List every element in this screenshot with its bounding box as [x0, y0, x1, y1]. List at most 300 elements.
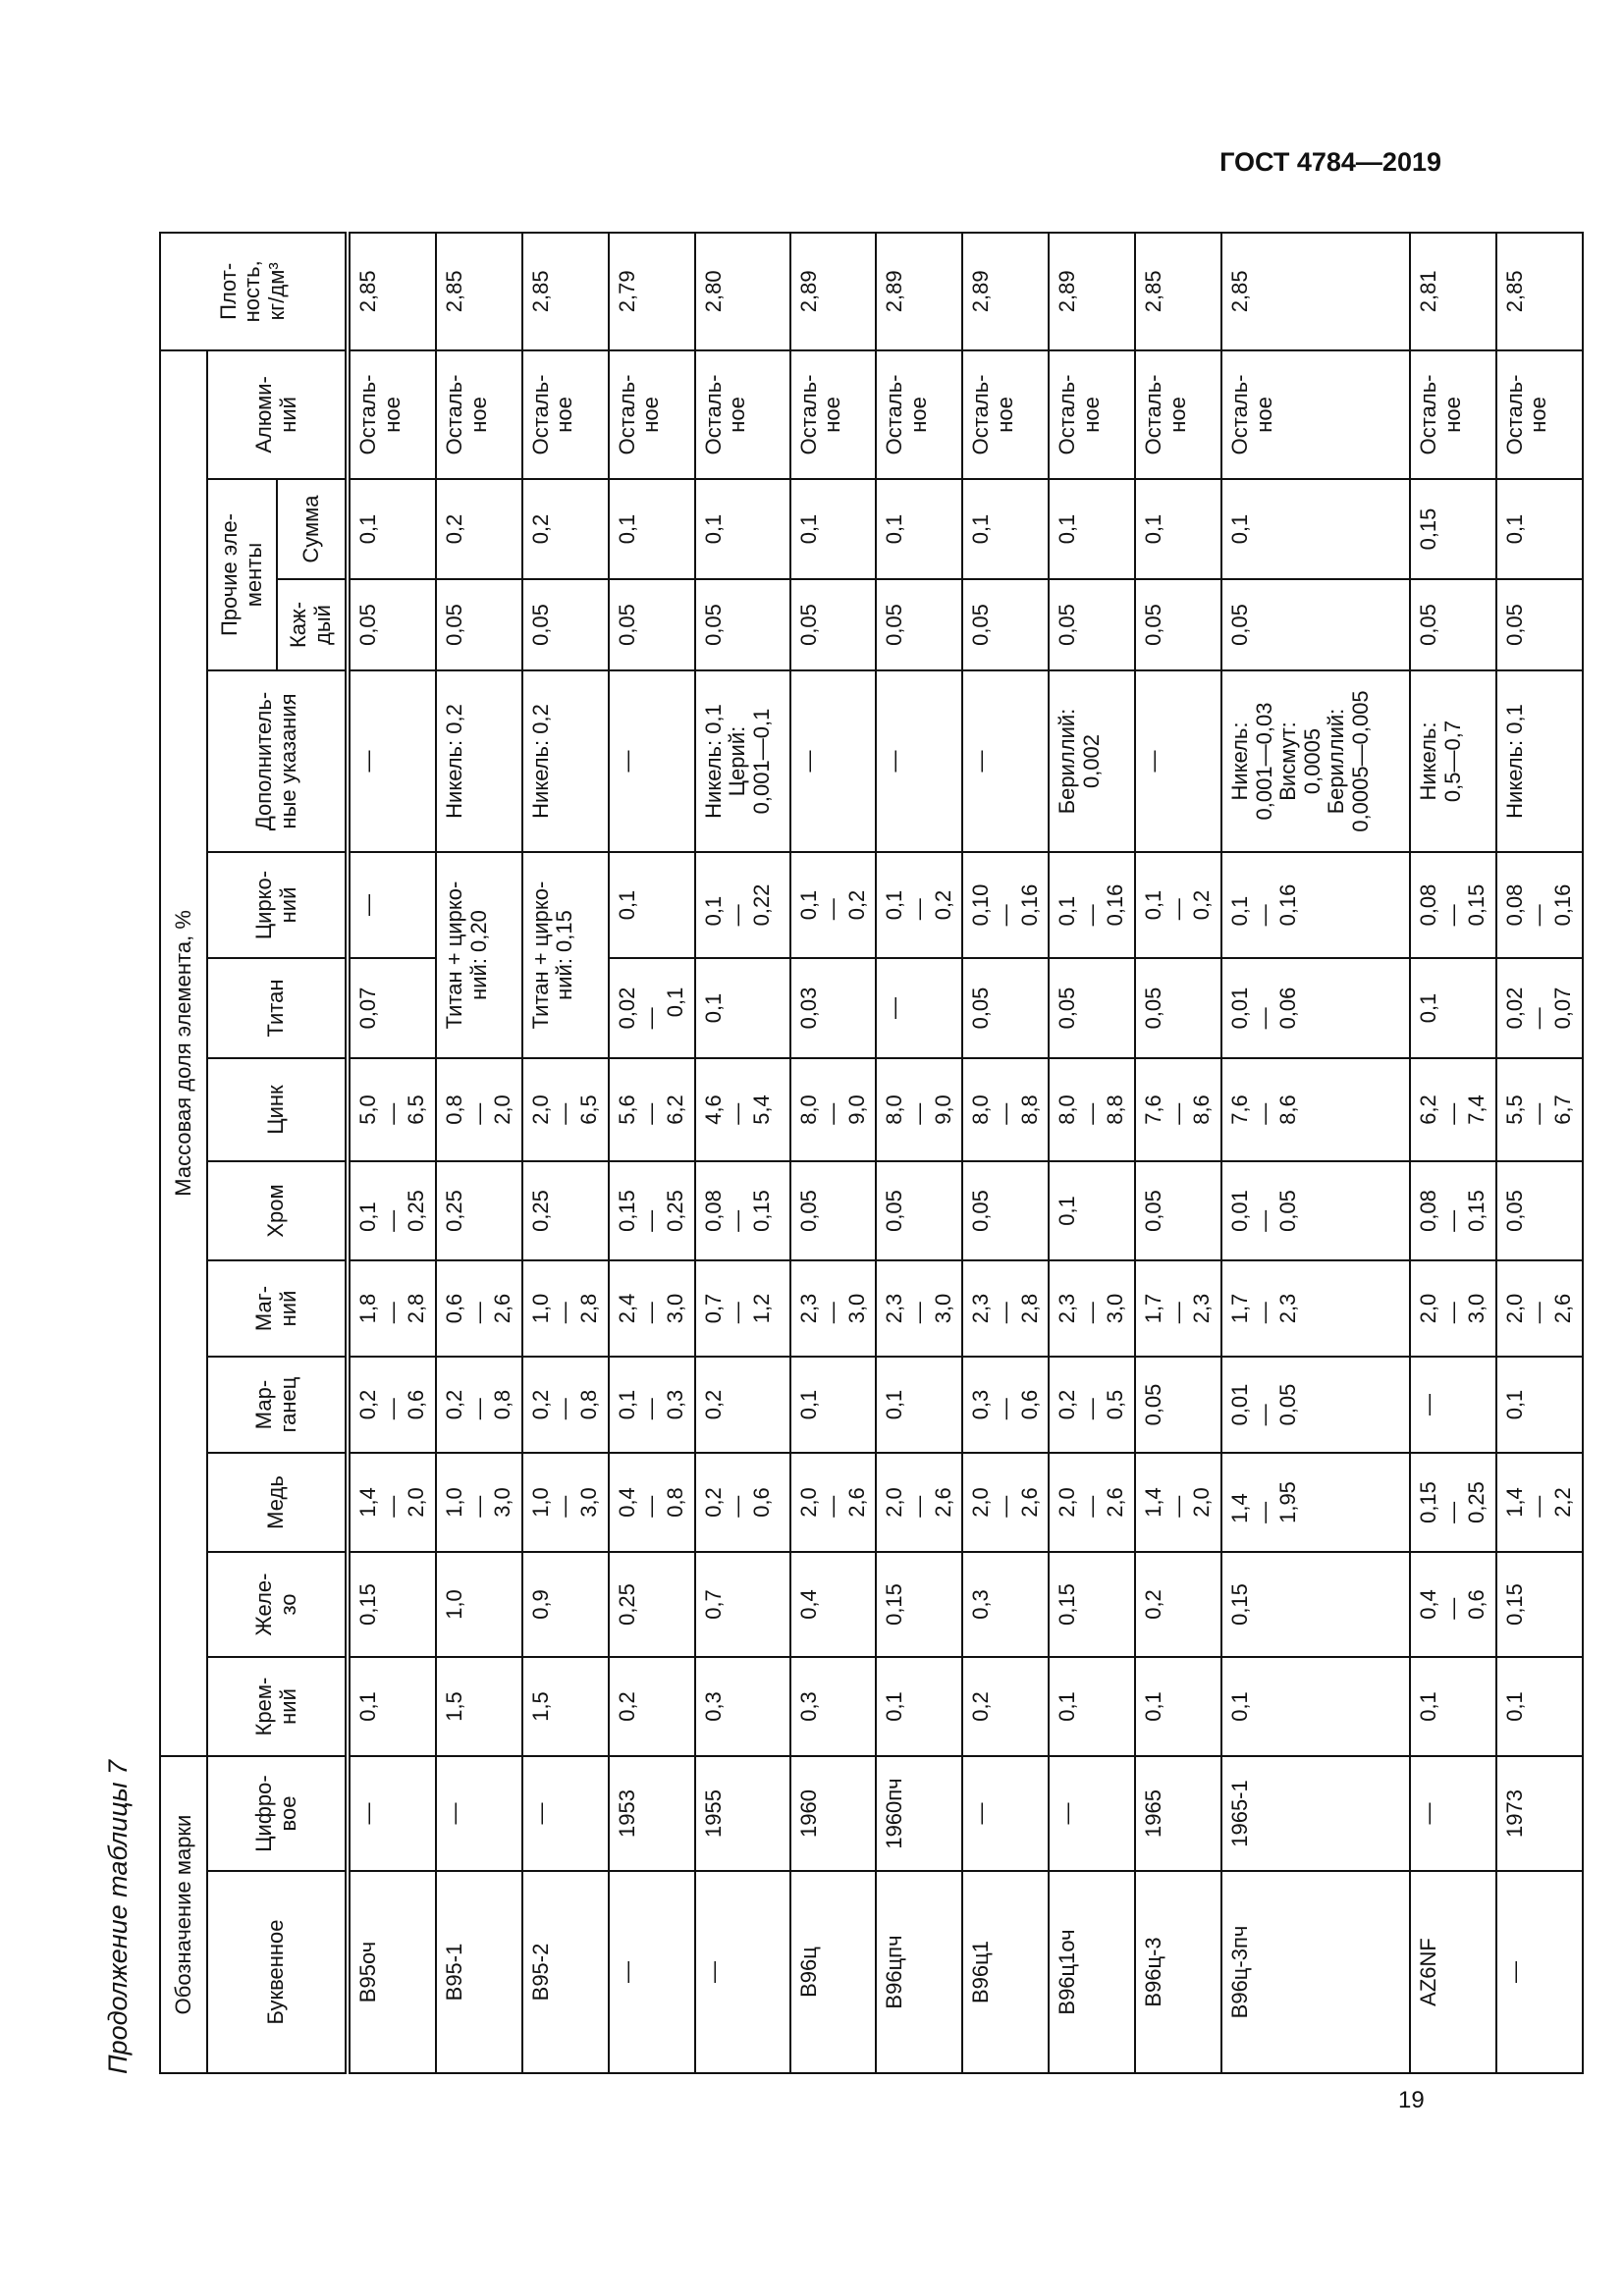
table-cell: [609, 1453, 695, 1552]
table-cell: 1955: [695, 1756, 790, 1871]
table-cell: [1049, 1453, 1135, 1552]
table-cell: 0,1: [695, 479, 790, 579]
range-value: 0,02—0,1: [614, 987, 687, 1030]
table-cell: [695, 852, 790, 958]
table-cell: [1410, 1058, 1496, 1161]
range-value: 2,0—2,6: [882, 1487, 955, 1518]
range-value: 2,3—2,8: [968, 1293, 1042, 1324]
composition-table-rotated: [159, 234, 1575, 2074]
table-cell: [790, 1453, 877, 1552]
table-cell: 0,1: [1049, 479, 1135, 579]
table-row: [790, 233, 877, 2073]
table-cell: В95оч: [348, 1871, 436, 2073]
table-cell: 0,9: [522, 1552, 609, 1657]
range-value: 1,0—2,8: [527, 1293, 601, 1324]
table-cell: 2,85: [436, 233, 522, 350]
table-cell: В96ц1оч: [1049, 1871, 1135, 2073]
table-cell: 0,15: [348, 1552, 436, 1657]
range-value: 0,8—2,0: [441, 1095, 515, 1125]
table-cell: Никель: 0,5—0,7: [1410, 670, 1496, 852]
table-cell: 0,05: [1049, 579, 1135, 670]
table-cell: 0,1: [876, 1657, 962, 1756]
table-cell: Никель: 0,2: [522, 670, 609, 852]
range-value: 2,0—2,6: [1055, 1487, 1128, 1518]
table-cell: [962, 1058, 1049, 1161]
table-cell: [348, 1058, 436, 1161]
range-value: 0,7—1,2: [700, 1293, 774, 1324]
table-cell: 2,89: [1049, 233, 1135, 350]
table-cell: [695, 1161, 790, 1260]
table-cell: —: [609, 670, 695, 852]
table-cell: Осталь- ное: [790, 350, 877, 479]
table-cell: [348, 1161, 436, 1260]
table-cell: Осталь- ное: [348, 350, 436, 479]
range-value: 0,4—0,6: [1415, 1589, 1489, 1620]
table-cell: 1960: [790, 1756, 877, 1871]
table-cell: 1,5: [436, 1657, 522, 1756]
range-value: 0,6—2,6: [441, 1293, 515, 1324]
range-value: 1,8—2,8: [355, 1293, 429, 1324]
table-cell: 0,05: [876, 579, 962, 670]
table-cell: —: [876, 670, 962, 852]
table-cell: [1496, 1453, 1583, 1552]
table-cell: Осталь- ное: [962, 350, 1049, 479]
range-value: 0,2—0,8: [527, 1389, 601, 1420]
column-header: Титан: [207, 958, 348, 1058]
column-header: Медь: [207, 1453, 348, 1552]
table-cell: [1496, 852, 1583, 958]
table-cell: 0,1: [348, 1657, 436, 1756]
range-value: 0,08—0,15: [1415, 1190, 1489, 1232]
table-cell: Осталь- ное: [1221, 350, 1410, 479]
table-cell: 0,05: [1049, 958, 1135, 1058]
table-cell: Никель: 0,1: [1496, 670, 1583, 852]
table-cell: [876, 1058, 962, 1161]
range-value: 0,1—0,2: [882, 889, 955, 921]
table-cell: [522, 1058, 609, 1161]
column-header: Маг- ний: [207, 1260, 348, 1357]
table-cell: [1135, 1260, 1221, 1357]
table-row: [1496, 233, 1583, 2073]
table-cell: В96ц-3: [1135, 1871, 1221, 2073]
range-value: 2,0—2,6: [968, 1487, 1042, 1518]
table-cell: 0,1: [1496, 1357, 1583, 1453]
table-cell: 0,1: [1410, 958, 1496, 1058]
table-cell: [962, 1260, 1049, 1357]
range-value: 2,4—3,0: [614, 1293, 687, 1324]
range-value: 5,0—6,5: [355, 1095, 429, 1125]
range-value: 0,08—0,15: [700, 1190, 774, 1232]
range-value: 0,1—0,25: [355, 1190, 429, 1232]
table-cell: [1496, 958, 1583, 1058]
table-caption: Продолжение таблицы 7: [103, 1759, 133, 2074]
table-cell: [962, 1453, 1049, 1552]
table-cell: 1965-1: [1221, 1756, 1410, 1871]
range-value: 0,1—0,22: [700, 883, 774, 927]
table-cell: 0,1: [790, 1357, 877, 1453]
column-header: Буквенное: [207, 1871, 348, 2073]
table-cell: —: [962, 670, 1049, 852]
table-cell: 0,05: [1496, 1161, 1583, 1260]
table-cell: [522, 1453, 609, 1552]
table-row: [1410, 233, 1496, 2073]
range-value: 0,1—0,16: [1226, 883, 1301, 927]
table-cell: 0,1: [1049, 1161, 1135, 1260]
table-cell: 0,25: [609, 1552, 695, 1657]
table-cell: —: [1049, 1756, 1135, 1871]
range-value: 8,0—9,0: [795, 1095, 869, 1125]
table-cell: В96цпч: [876, 1871, 962, 2073]
table-cell: 2,85: [1135, 233, 1221, 350]
table-cell: 0,1: [1221, 1657, 1410, 1756]
table-cell: Никель: 0,2: [436, 670, 522, 852]
table-cell: Осталь- ное: [522, 350, 609, 479]
table-cell: 0,1: [1049, 1657, 1135, 1756]
table-cell: Титан + цирко- ний: 0,20: [436, 852, 522, 1058]
table-cell: 0,05: [1221, 579, 1410, 670]
table-cell: [436, 1453, 522, 1552]
table-cell: 2,80: [695, 233, 790, 350]
range-value: 8,0—9,0: [882, 1095, 955, 1125]
table-cell: 0,05: [348, 579, 436, 670]
range-value: 7,6—8,6: [1226, 1095, 1301, 1125]
table-row: [348, 233, 436, 2073]
table-cell: 0,07: [348, 958, 436, 1058]
table-row: [1049, 233, 1135, 2073]
table-cell: [1221, 852, 1410, 958]
table-cell: [348, 1357, 436, 1453]
table-cell: 0,3: [695, 1657, 790, 1756]
table-cell: [695, 1260, 790, 1357]
column-header: Сумма: [277, 479, 348, 579]
header-other-elements: Прочие эле- менты: [207, 479, 277, 670]
table-cell: [876, 1260, 962, 1357]
table-cell: 0,05: [522, 579, 609, 670]
range-value: 0,08—0,16: [1501, 883, 1575, 927]
table-cell: —: [436, 1756, 522, 1871]
table-cell: [1049, 1357, 1135, 1453]
table-cell: [1135, 1058, 1221, 1161]
table-cell: 1973: [1496, 1756, 1583, 1871]
column-header: Дополнитель- ные указания: [207, 670, 348, 852]
range-value: 4,6—5,4: [700, 1095, 774, 1125]
table-cell: 0,05: [436, 579, 522, 670]
table-cell: [876, 852, 962, 958]
table-cell: 1965: [1135, 1756, 1221, 1871]
table-cell: Никель: 0,1 Церий: 0,001—0,1: [695, 670, 790, 852]
range-value: 2,0—3,0: [1415, 1293, 1489, 1324]
table-cell: 0,1: [609, 852, 695, 958]
range-value: 0,15—0,25: [614, 1190, 687, 1232]
document-header: ГОСТ 4784—2019: [1219, 147, 1441, 177]
table-cell: Никель: 0,001—0,03 Висмут: 0,0005 Бериллий: 0,0005—0,005: [1221, 670, 1410, 852]
column-header: Цифро- вое: [207, 1756, 348, 1871]
table-cell: 0,1: [1135, 479, 1221, 579]
table-cell: [609, 1357, 695, 1453]
table-cell: 0,03: [790, 958, 877, 1058]
table-cell: [1221, 1260, 1410, 1357]
table-cell: 2,89: [962, 233, 1049, 350]
table-cell: 0,1: [1496, 479, 1583, 579]
range-value: 1,4—2,2: [1501, 1487, 1575, 1518]
table-row: [876, 233, 962, 2073]
table-cell: 2,89: [876, 233, 962, 350]
column-header: Цинк: [207, 1058, 348, 1161]
table-cell: [609, 958, 695, 1058]
table-row: [1135, 233, 1221, 2073]
range-value: 2,3—3,0: [795, 1293, 869, 1324]
table-cell: [609, 1161, 695, 1260]
range-value: 2,3—3,0: [882, 1293, 955, 1324]
table-cell: 1960пч: [876, 1756, 962, 1871]
table-cell: [790, 852, 877, 958]
table-cell: 0,05: [1135, 1161, 1221, 1260]
table-cell: [962, 1357, 1049, 1453]
table-cell: [348, 1260, 436, 1357]
table-cell: [436, 1357, 522, 1453]
table-cell: 0,1: [790, 479, 877, 579]
table-cell: [1221, 958, 1410, 1058]
table-cell: 0,05: [962, 1161, 1049, 1260]
table-cell: [790, 1260, 877, 1357]
range-value: 0,2—0,6: [355, 1389, 429, 1420]
table-cell: —: [1410, 1357, 1496, 1453]
table-cell: 2,79: [609, 233, 695, 350]
table-cell: 0,1: [1496, 1657, 1583, 1756]
table-cell: 0,05: [962, 579, 1049, 670]
column-header: Мар- ганец: [207, 1357, 348, 1453]
table-cell: [436, 1260, 522, 1357]
table-cell: 0,1: [348, 479, 436, 579]
range-value: 8,0—8,8: [968, 1095, 1042, 1125]
range-value: 1,4—2,0: [1141, 1487, 1215, 1518]
range-value: 6,2—7,4: [1415, 1095, 1489, 1125]
table-cell: Осталь- ное: [695, 350, 790, 479]
table-cell: [522, 1357, 609, 1453]
table-cell: 0,3: [790, 1657, 877, 1756]
range-value: 1,7—2,3: [1141, 1293, 1215, 1324]
table-cell: 2,85: [1221, 233, 1410, 350]
header-designation: Обозначение марки: [160, 1756, 207, 2073]
table-cell: 0,05: [962, 958, 1049, 1058]
range-value: 5,6—6,2: [614, 1095, 687, 1125]
table-cell: [1049, 852, 1135, 958]
table-cell: 2,85: [522, 233, 609, 350]
table-cell: —: [348, 670, 436, 852]
table-cell: 0,05: [790, 579, 877, 670]
table-cell: 1,0: [436, 1552, 522, 1657]
range-value: 0,10—0,16: [968, 883, 1042, 927]
table-cell: [348, 1453, 436, 1552]
range-value: 0,08—0,15: [1415, 883, 1489, 927]
table-cell: 0,05: [1410, 579, 1496, 670]
table-cell: 0,25: [436, 1161, 522, 1260]
table-cell: Осталь- ное: [436, 350, 522, 479]
table-row: [695, 233, 790, 2073]
table-cell: 0,2: [962, 1657, 1049, 1756]
range-value: 5,5—6,7: [1501, 1095, 1575, 1125]
table-cell: 0,05: [876, 1161, 962, 1260]
table-cell: 0,05: [1135, 579, 1221, 670]
range-value: 1,4—1,95: [1226, 1481, 1301, 1523]
range-value: 0,2—0,6: [700, 1487, 774, 1518]
table-cell: [609, 1260, 695, 1357]
range-value: 8,0—8,8: [1055, 1095, 1128, 1125]
table-cell: В95-1: [436, 1871, 522, 2073]
table-cell: 0,1: [609, 479, 695, 579]
range-value: 0,1—0,3: [614, 1389, 687, 1420]
table-cell: В95-2: [522, 1871, 609, 2073]
table-cell: [876, 1453, 962, 1552]
table-cell: [1496, 1058, 1583, 1161]
range-value: 0,2—0,5: [1055, 1389, 1128, 1420]
table-cell: [1049, 1260, 1135, 1357]
range-value: 1,4—2,0: [355, 1487, 429, 1518]
table-cell: 0,1: [876, 1357, 962, 1453]
table-cell: Осталь- ное: [609, 350, 695, 479]
table-cell: 0,05: [790, 1161, 877, 1260]
table-cell: 2,81: [1410, 233, 1496, 350]
table-cell: AZ6NF: [1410, 1871, 1496, 2073]
table-cell: Осталь- ное: [1135, 350, 1221, 479]
table-cell: 0,15: [1496, 1552, 1583, 1657]
table-cell: 1953: [609, 1756, 695, 1871]
table-cell: [1221, 1453, 1410, 1552]
table-cell: [1135, 1453, 1221, 1552]
table-cell: Осталь- ное: [1049, 350, 1135, 479]
table-cell: —: [348, 1756, 436, 1871]
table-cell: [522, 1260, 609, 1357]
table-cell: —: [1496, 1871, 1583, 2073]
table-cell: —: [1410, 1756, 1496, 1871]
table-cell: 0,2: [522, 479, 609, 579]
table-cell: Осталь- ное: [876, 350, 962, 479]
table-cell: В96ц-3пч: [1221, 1871, 1410, 2073]
table-cell: 0,15: [1221, 1552, 1410, 1657]
table-cell: 0,2: [609, 1657, 695, 1756]
table-cell: 0,1: [876, 479, 962, 579]
table-cell: Осталь- ное: [1410, 350, 1496, 479]
table-cell: 0,1: [1410, 1657, 1496, 1756]
table-cell: 0,3: [962, 1552, 1049, 1657]
table-cell: [695, 1453, 790, 1552]
page-number: 19: [1398, 2087, 1425, 2113]
header-mass-fraction: Массовая доля элемента, %: [160, 350, 207, 1756]
table-cell: 0,2: [695, 1357, 790, 1453]
range-value: 0,1—0,2: [1141, 889, 1215, 921]
range-value: 0,3—0,6: [968, 1389, 1042, 1420]
range-value: 2,0—2,6: [795, 1487, 869, 1518]
table-cell: 0,7: [695, 1552, 790, 1657]
table-cell: [695, 1058, 790, 1161]
column-header: Каж- дый: [277, 579, 348, 670]
range-value: 0,2—0,8: [441, 1389, 515, 1420]
table-row: [436, 233, 522, 2073]
table-cell: 2,85: [348, 233, 436, 350]
header-density: Плот- ность, кг/дм³: [160, 233, 348, 350]
table-cell: 1,5: [522, 1657, 609, 1756]
range-value: 0,01—0,05: [1226, 1383, 1301, 1426]
table-cell: [1049, 1058, 1135, 1161]
range-value: 1,0—3,0: [527, 1487, 601, 1518]
table-cell: [1410, 1453, 1496, 1552]
table-cell: —: [609, 1871, 695, 2073]
table-cell: [1221, 1161, 1410, 1260]
table-cell: [962, 852, 1049, 958]
column-header: Крем- ний: [207, 1657, 348, 1756]
range-value: 0,1—0,2: [795, 889, 869, 921]
range-value: 2,0—6,5: [527, 1095, 601, 1125]
range-value: 7,6—8,6: [1141, 1095, 1215, 1125]
range-value: 0,01—0,06: [1226, 987, 1301, 1030]
column-header: Цирко- ний: [207, 852, 348, 958]
table-cell: [790, 1058, 877, 1161]
table-cell: 0,2: [436, 479, 522, 579]
composition-table: [159, 232, 1584, 2074]
table-cell: —: [522, 1756, 609, 1871]
range-value: 0,01—0,05: [1226, 1190, 1301, 1232]
table-cell: 2,89: [790, 233, 877, 350]
range-value: 2,0—2,6: [1501, 1293, 1575, 1324]
table-cell: 2,85: [1496, 233, 1583, 350]
table-cell: 0,1: [1221, 479, 1410, 579]
table-cell: [1410, 852, 1496, 958]
table-cell: 0,25: [522, 1161, 609, 1260]
table-cell: [1135, 852, 1221, 958]
column-header: Хром: [207, 1161, 348, 1260]
column-header: Желе- зо: [207, 1552, 348, 1657]
range-value: 1,7—2,3: [1226, 1293, 1301, 1324]
table-cell: В96ц: [790, 1871, 877, 2073]
table-row: [609, 233, 695, 2073]
range-value: 0,15—0,25: [1415, 1481, 1489, 1523]
range-value: 1,0—3,0: [441, 1487, 515, 1518]
table-cell: Титан + цирко- ний: 0,15: [522, 852, 609, 1058]
column-header: Алюми- ний: [207, 350, 348, 479]
range-value: 0,02—0,07: [1501, 987, 1575, 1030]
table-cell: —: [962, 1756, 1049, 1871]
table-row: [962, 233, 1049, 2073]
table-cell: Бериллий: 0,002: [1049, 670, 1135, 852]
range-value: 0,1—0,16: [1055, 883, 1128, 927]
table-cell: —: [1135, 670, 1221, 852]
table-cell: 0,05: [1135, 958, 1221, 1058]
range-value: 0,4—0,8: [614, 1487, 687, 1518]
table-row: [522, 233, 609, 2073]
table-cell: 0,1: [962, 479, 1049, 579]
table-cell: [1221, 1058, 1410, 1161]
table-cell: [1410, 1260, 1496, 1357]
table-cell: 0,15: [1049, 1552, 1135, 1657]
table-cell: —: [876, 958, 962, 1058]
table-cell: 0,15: [876, 1552, 962, 1657]
table-cell: [609, 1058, 695, 1161]
range-value: 2,3—3,0: [1055, 1293, 1128, 1324]
table-cell: 0,05: [695, 579, 790, 670]
table-cell: [1410, 1161, 1496, 1260]
table-cell: В96ц1: [962, 1871, 1049, 2073]
table-cell: [1221, 1357, 1410, 1453]
table-cell: —: [695, 1871, 790, 2073]
table-cell: 0,1: [695, 958, 790, 1058]
table-cell: Осталь- ное: [1496, 350, 1583, 479]
table-cell: 0,2: [1135, 1552, 1221, 1657]
table-row: [1221, 233, 1410, 2073]
table-cell: 0,05: [1496, 579, 1583, 670]
table-cell: [436, 1058, 522, 1161]
table-cell: —: [790, 670, 877, 852]
table-cell: 0,05: [1135, 1357, 1221, 1453]
